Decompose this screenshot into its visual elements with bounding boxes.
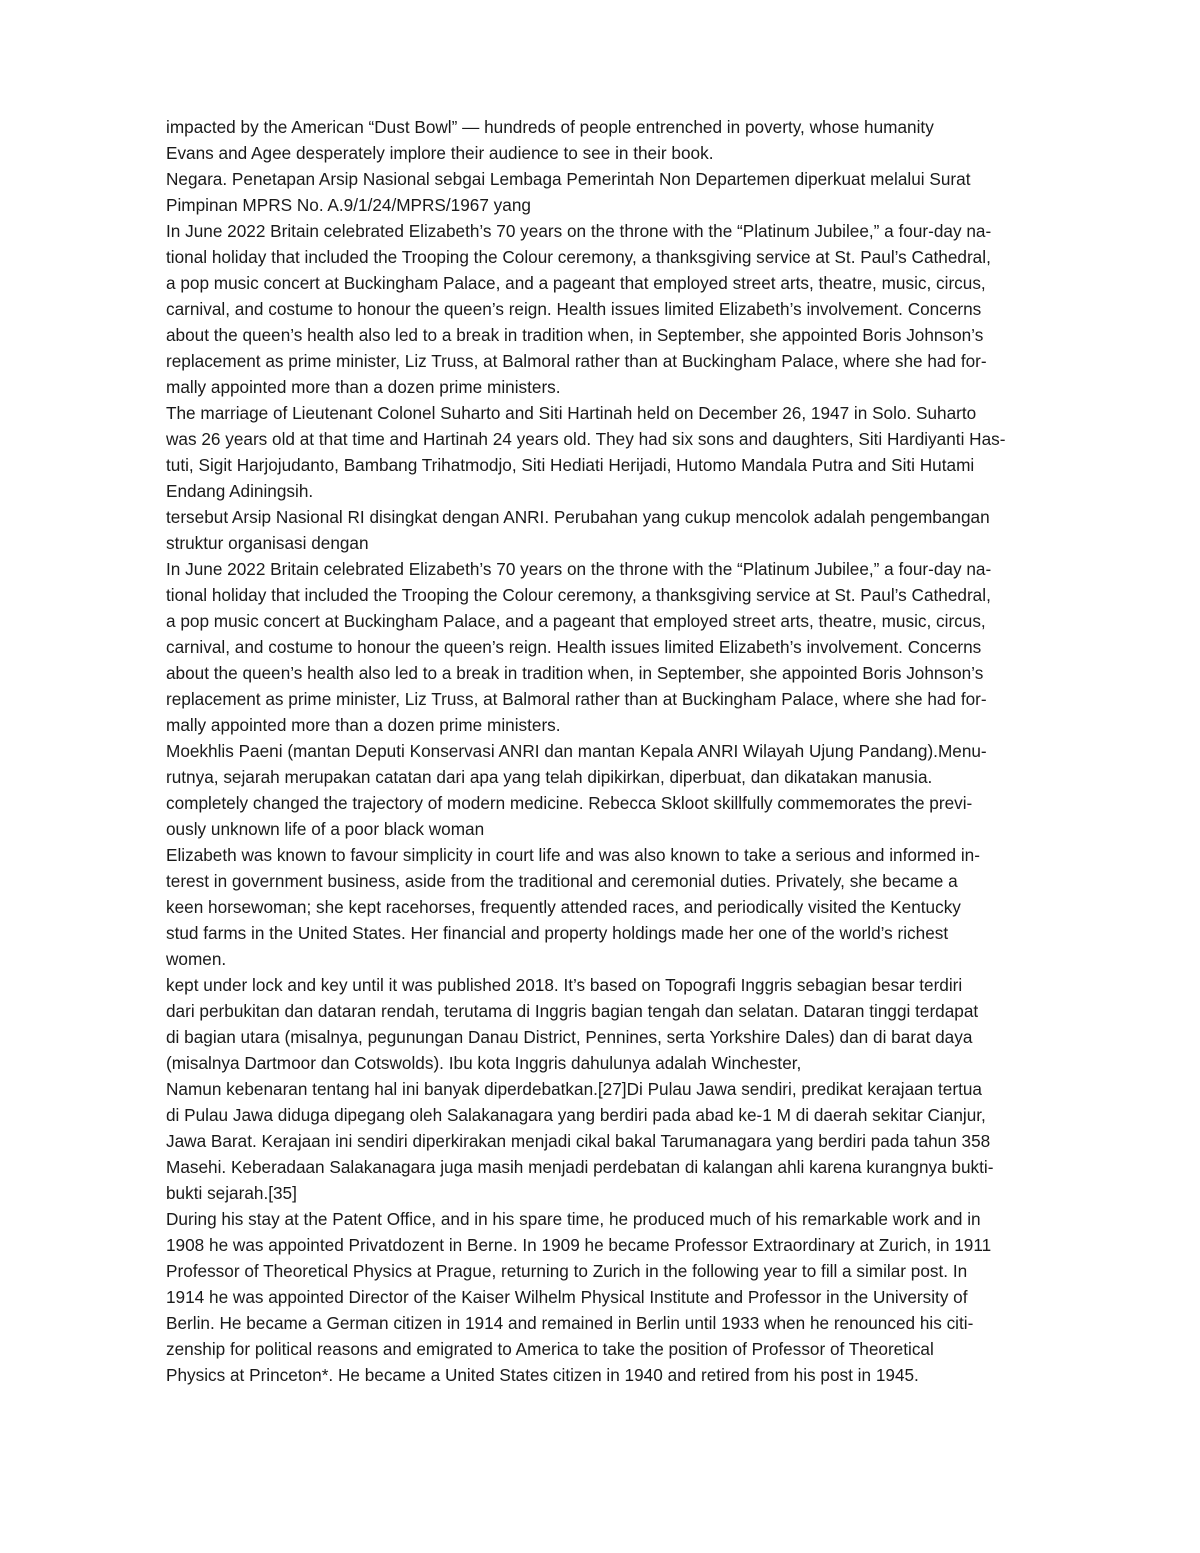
paragraph-suharto-marriage: The marriage of Lieutenant Colonel Suharto and Siti Hartinah held on December 26, 1947 in Solo. Suharto was 26 years old at that time and Hartinah 24 years old. They had six sons and daughters, Siti Hardiyanti Has- tuti, Sigit Harjojudanto, Bambang Trihatmodjo, Siti Hediati Herijadi, Hutomo Mandala Putra and Siti Hutami Endang Adiningsih. xyxy=(166,403,1006,501)
document-page xyxy=(166,114,1116,1388)
paragraph-modern-medicine: completely changed the trajectory of modern medicine. Rebecca Skloot skillfully commemorates the previ- ously unknown life of a poor black woman xyxy=(166,793,973,839)
paragraph-patent-office: During his stay at the Patent Office, and in his spare time, he produced much of his remarkable work and in 1908 he was appointed Privatdozent in Berne. In 1909 he became Professor Extraordinary at Zurich, in 1911 Professor of Theoretical Physics at Prague, returning to Zurich in the following year to fill a similar post. In 1914 he was appointed Director of the Kaiser Wilhelm Physical Institute and Professor in the University of Berlin. He became a German citizen in 1914 and remained in Berlin until 1933 when he renounced his citi- zenship for political reasons and emigrated to America to take the position of Professor of Theoretical Physics at Princeton*. He became a United States citizen in 1940 and retired from his post in 1945. xyxy=(166,1209,992,1385)
paragraph-anri: tersebut Arsip Nasional RI disingkat dengan ANRI. Perubahan yang cukup mencolok adalah pengembangan struktur organisasi dengan xyxy=(166,507,990,553)
paragraph-dust-bowl: impacted by the American “Dust Bowl” — hundreds of people entrenched in poverty, whose humanity Evans and Agee desperately implore their audience to see in their book. xyxy=(166,117,934,163)
paragraph-moekhlis-paeni: Moekhlis Paeni (mantan Deputi Konservasi ANRI dan mantan Kepala ANRI Wilayah Ujung Pandang).Menu- rutnya, sejarah merupakan catatan dari apa yang telah dipikirkan, diperbuat, dan dikatakan manusia. xyxy=(166,741,987,787)
paragraph-platinum-jubilee: In June 2022 Britain celebrated Elizabeth’s 70 years on the throne with the “Platinum Jubilee,” a four-day na- tional holiday that included the Trooping the Colour ceremony, a thanksgiving service at St. Paul’s Cathedral, a pop music concert at Buckingham Palace, and a pageant that employed street arts, theatre, music, circus, carnival, and costume to honour the queen’s reign. Health issues limited Elizabeth’s involvement. Concerns about the queen’s health also led to a break in tradition when, in September, she appointed Boris Johnson’s replacement as prime minister, Liz Truss, at Balmoral rather than at Buckingham Palace, where she had for- mally appointed more than a dozen prime ministers. xyxy=(166,221,992,397)
paragraph-arsip-nasional: Negara. Penetapan Arsip Nasional sebgai Lembaga Pemerintah Non Departemen diperkuat melalui Surat Pimpinan MPRS No. A.9/1/24/MPRS/1967 yang xyxy=(166,169,971,215)
paragraph-salakanagara: Namun kebenaran tentang hal ini banyak diperdebatkan.[27]Di Pulau Jawa sendiri, predikat kerajaan tertua di Pulau Jawa diduga dipegang oleh Salakanagara yang berdiri pada abad ke-1 M di daerah sekitar Cianjur, Jawa Barat. Kerajaan ini sendiri diperkirakan menjadi cikal bakal Tarumanagara yang berdiri pada tahun 358 Masehi. Keberadaan Salakanagara juga masih menjadi perdebatan di kalangan ahli karena kurangnya bukti- bukti sejarah.[35] xyxy=(166,1079,994,1203)
paragraph-elizabeth-simplicity: Elizabeth was known to favour simplicity in court life and was also known to take a serious and informed in- terest in government business, aside from the traditional and ceremonial duties. Privately, she became a keen horsewoman; she kept racehorses, frequently attended races, and periodically visited the Kentucky stud farms in the United States. Her financial and property holdings made her one of the world’s richest women. xyxy=(166,845,980,969)
paragraph-topografi-inggris: kept under lock and key until it was published 2018. It’s based on Topografi Inggris sebagian besar terdiri dari perbukitan dan dataran rendah, terutama di Inggris bagian tengah dan selatan. Dataran tinggi terdapat di bagian utara (misalnya, pegunungan Danau District, Pennines, serta Yorkshire Dales) dan di barat daya (misalnya Dartmoor dan Cotswolds). Ibu kota Inggris dahulunya adalah Winchester, xyxy=(166,975,979,1073)
paragraph-platinum-jubilee-repeat: In June 2022 Britain celebrated Elizabeth’s 70 years on the throne with the “Platinum Jubilee,” a four-day na- tional holiday that included the Trooping the Colour ceremony, a thanksgiving service at St. Paul’s Cathedral, a pop music concert at Buckingham Palace, and a pageant that employed street arts, theatre, music, circus, carnival, and costume to honour the queen’s reign. Health issues limited Elizabeth’s involvement. Concerns about the queen’s health also led to a break in tradition when, in September, she appointed Boris Johnson’s replacement as prime minister, Liz Truss, at Balmoral rather than at Buckingham Palace, where she had for- mally appointed more than a dozen prime ministers. xyxy=(166,559,992,735)
